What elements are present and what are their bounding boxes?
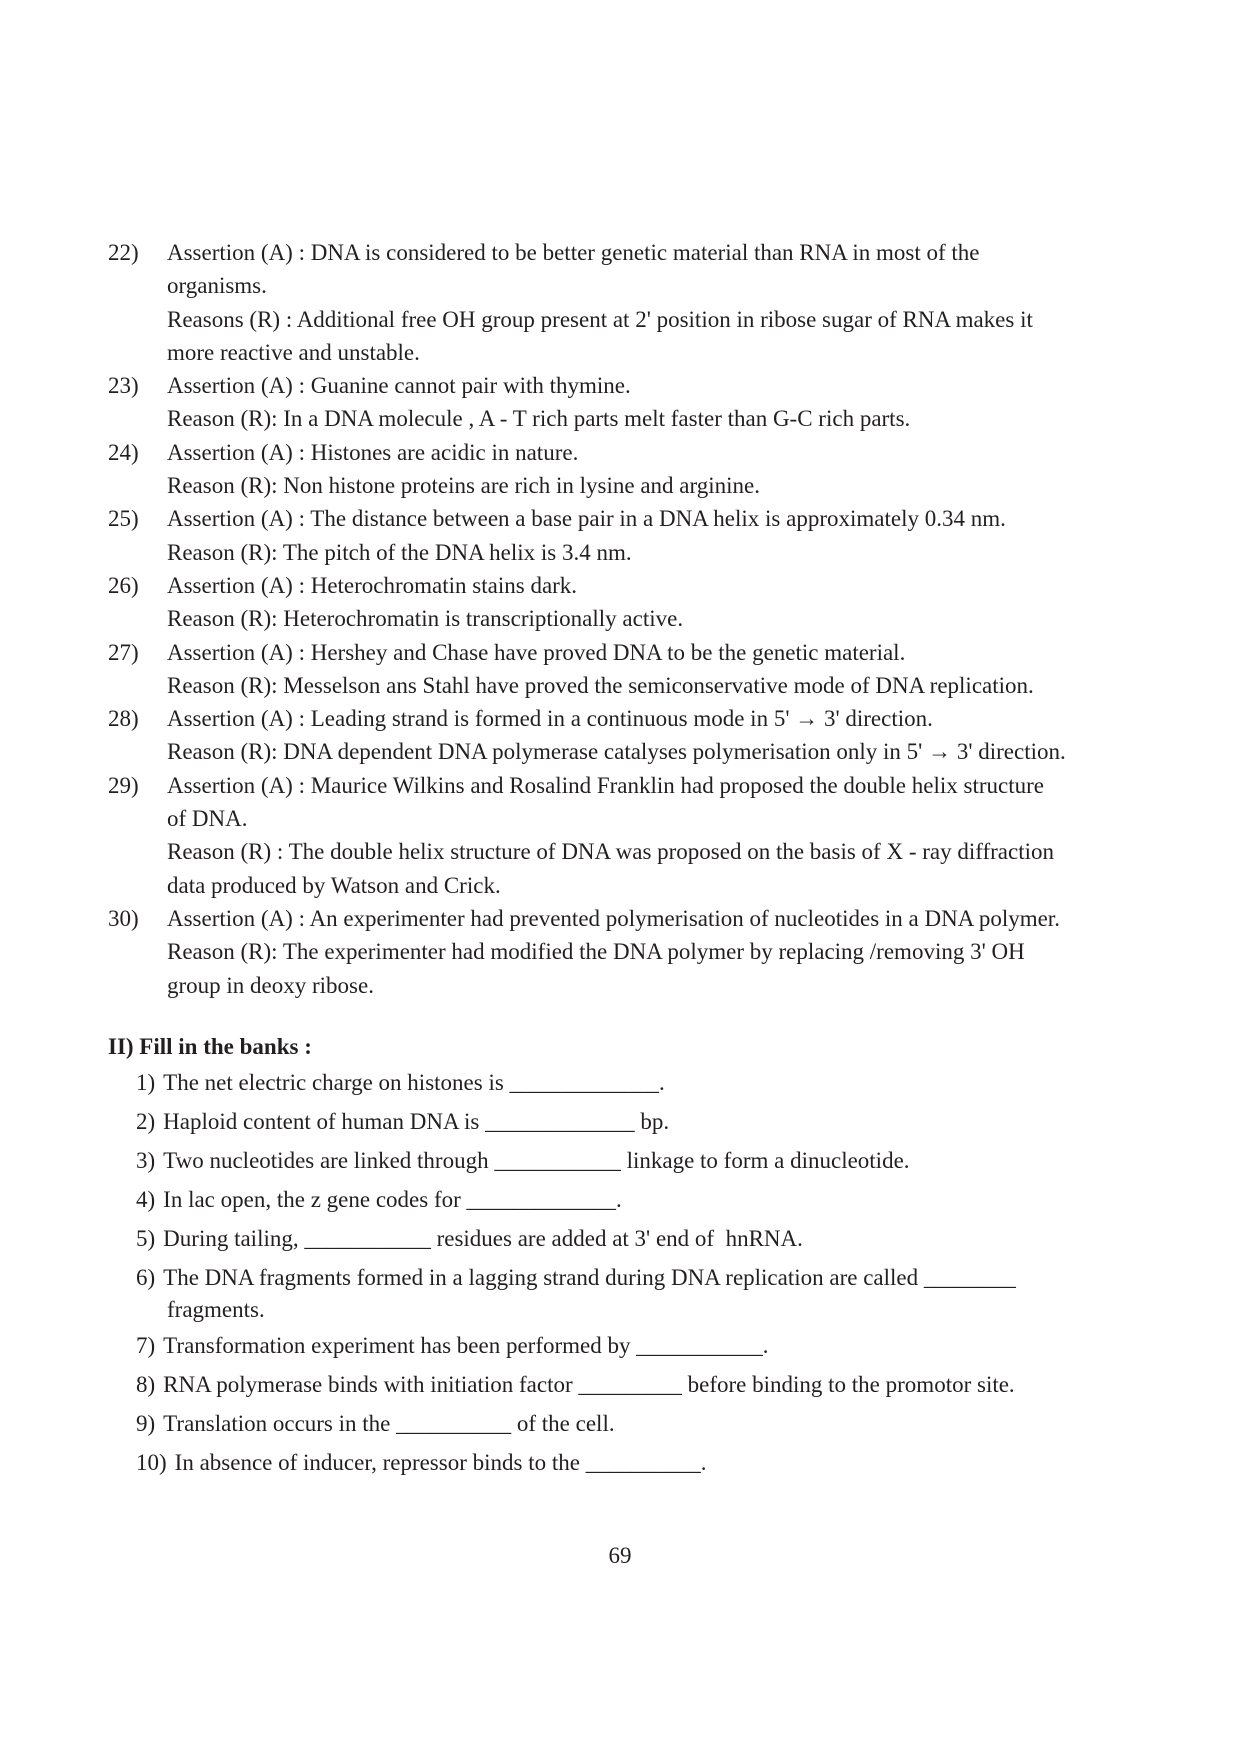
question-item bbox=[108, 436, 1108, 503]
question-body bbox=[167, 769, 1108, 902]
page-number: 69 bbox=[608, 1543, 632, 1568]
fill-blank-number: 3) bbox=[136, 1148, 156, 1174]
question-item bbox=[108, 502, 1108, 569]
question-line: Assertion (A) : Hershey and Chase have proved DNA to be the genetic material. bbox=[167, 639, 906, 665]
fill-blank-text: The net electric charge on histones is _____________. bbox=[163, 1070, 665, 1096]
question-line: Reason (R): In a DNA molecule , A - T rich parts melt faster than G-C rich parts. bbox=[167, 406, 911, 432]
fill-blank-number: 7) bbox=[136, 1333, 156, 1359]
question-line: Assertion (A) : Guanine cannot pair with thymine. bbox=[167, 373, 631, 399]
fill-blank-number: 2) bbox=[136, 1109, 156, 1135]
fill-blank-item bbox=[136, 1219, 1108, 1258]
fill-blank-text: In absence of inducer, repressor binds to the __________. bbox=[174, 1450, 707, 1476]
question-body bbox=[167, 502, 1108, 569]
question-number: 26) bbox=[108, 572, 139, 598]
question-number: 23) bbox=[108, 373, 139, 399]
question-line: Assertion (A) : Histones are acidic in nature. bbox=[167, 439, 579, 465]
question-body bbox=[167, 436, 1108, 503]
question-line: Reason (R) : The double helix structure of DNA was proposed on the basis of X - ray diffraction bbox=[167, 839, 1055, 865]
fill-blank-number: 10) bbox=[136, 1450, 167, 1476]
question-body bbox=[167, 236, 1108, 369]
question-line: Assertion (A) : DNA is considered to be better genetic material than RNA in most of the bbox=[167, 240, 980, 265]
fill-blank-text: RNA polymerase binds with initiation factor _________ before binding to the promotor site. bbox=[163, 1372, 1015, 1398]
fill-blank-text: Two nucleotides are linked through ___________ linkage to form a dinucleotide. bbox=[163, 1148, 910, 1174]
question-item bbox=[108, 636, 1108, 703]
fill-blank-item bbox=[136, 1063, 1108, 1102]
question-line: Reason (R): Non histone proteins are rich in lysine and arginine. bbox=[167, 473, 760, 499]
question-item bbox=[108, 702, 1108, 769]
fill-blank-number: 4) bbox=[136, 1187, 156, 1213]
question-item bbox=[108, 569, 1108, 636]
fill-blank-number: 9) bbox=[136, 1411, 156, 1437]
question-body bbox=[167, 636, 1108, 703]
question-number: 22) bbox=[108, 240, 139, 265]
question-item bbox=[108, 369, 1108, 436]
fill-blank-item bbox=[136, 1141, 1108, 1180]
question-line: Assertion (A) : An experimenter had prevented polymerisation of nucleotides in a DNA polymer. bbox=[167, 905, 1060, 931]
question-line: Assertion (A) : Heterochromatin stains dark. bbox=[167, 572, 578, 598]
question-body bbox=[167, 369, 1108, 436]
fill-blank-text: Translation occurs in the __________ of the cell. bbox=[163, 1411, 615, 1437]
question-number: 30) bbox=[108, 905, 139, 931]
fill-blank-number: 6) bbox=[136, 1265, 156, 1291]
question-line: Reason (R): DNA dependent DNA polymerase catalyses polymerisation only in 5' → 3' direction. bbox=[167, 739, 1066, 765]
fill-blanks-heading: II) Fill in the banks : bbox=[108, 1033, 312, 1059]
fill-blank-item bbox=[136, 1326, 1108, 1365]
fill-blanks-list bbox=[136, 1063, 1108, 1482]
question-line: Assertion (A) : Maurice Wilkins and Rosalind Franklin had proposed the double helix structure bbox=[167, 772, 1044, 798]
fill-blank-text: The DNA fragments formed in a lagging strand during DNA replication are called ________ bbox=[163, 1265, 1016, 1291]
fill-blank-text: Haploid content of human DNA is _____________ bp. bbox=[163, 1109, 670, 1135]
question-line: Reason (R): The pitch of the DNA helix is 3.4 nm. bbox=[167, 539, 632, 565]
question-body bbox=[167, 702, 1108, 769]
question-number: 29) bbox=[108, 772, 139, 798]
question-number: 25) bbox=[108, 506, 139, 532]
question-line: Reason (R): The experimenter had modified the DNA polymer by replacing /removing 3' OH bbox=[167, 939, 1025, 965]
question-body bbox=[167, 569, 1108, 636]
question-line: organisms. bbox=[167, 273, 267, 299]
question-line: more reactive and unstable. bbox=[167, 339, 420, 365]
fill-blank-item bbox=[136, 1443, 1108, 1482]
fill-blank-item bbox=[136, 1404, 1108, 1443]
fill-blank-item bbox=[136, 1258, 1108, 1297]
fill-blank-continuation: fragments. bbox=[167, 1297, 265, 1323]
question-line: of DNA. bbox=[167, 806, 248, 832]
fill-blank-item bbox=[136, 1365, 1108, 1404]
question-number: 28) bbox=[108, 706, 139, 732]
question-line: group in deoxy ribose. bbox=[167, 972, 374, 998]
question-item bbox=[108, 236, 1108, 369]
question-line: Reason (R): Heterochromatin is transcriptionally active. bbox=[167, 606, 684, 632]
question-item bbox=[108, 769, 1108, 902]
question-number: 27) bbox=[108, 639, 139, 665]
question-line: Assertion (A) : Leading strand is formed in a continuous mode in 5' → 3' direction. bbox=[167, 706, 933, 732]
question-line: Assertion (A) : The distance between a base pair in a DNA helix is approximately 0.34 nm. bbox=[167, 506, 1006, 532]
fill-blank-number: 1) bbox=[136, 1070, 156, 1096]
question-item bbox=[108, 902, 1108, 1002]
question-number: 24) bbox=[108, 439, 139, 465]
fill-blank-text: During tailing, ___________ residues are added at 3' end of hnRNA. bbox=[163, 1226, 803, 1252]
fill-blank-text: Transformation experiment has been performed by ___________. bbox=[163, 1333, 769, 1359]
question-line: Reasons (R) : Additional free OH group present at 2' position in ribose sugar of RNA makes it bbox=[167, 306, 1033, 332]
question-line: data produced by Watson and Crick. bbox=[167, 872, 501, 898]
assertion-reason-list bbox=[108, 236, 1108, 1002]
fill-blank-number: 5) bbox=[136, 1226, 156, 1252]
fill-blank-item bbox=[136, 1102, 1108, 1141]
fill-blank-item bbox=[136, 1180, 1108, 1219]
question-line: Reason (R): Messelson ans Stahl have proved the semiconservative mode of DNA replication. bbox=[167, 672, 1034, 698]
page-content bbox=[108, 236, 1108, 1482]
fill-blank-text: In lac open, the z gene codes for _____________. bbox=[163, 1187, 622, 1213]
question-body bbox=[167, 902, 1108, 1002]
fill-blank-number: 8) bbox=[136, 1372, 156, 1398]
